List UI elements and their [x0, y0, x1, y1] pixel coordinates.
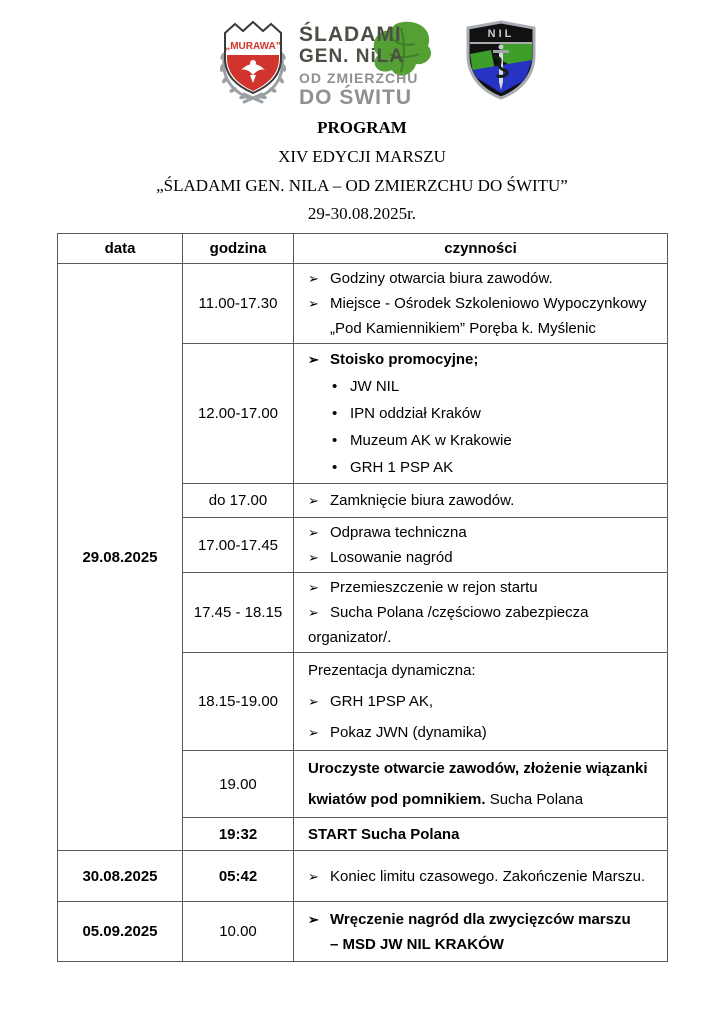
header-godzina: godzina: [183, 234, 294, 264]
activity-cell: [294, 851, 668, 902]
activity-text: IPN oddział Kraków: [350, 405, 481, 422]
arrow-bullet-icon: ➢: [308, 911, 319, 927]
nil-badge-label: NIL: [487, 28, 515, 40]
arrow-bullet-icon: ➢: [308, 868, 319, 884]
activity-text: „Pod Kamiennikiem” Poręba k. Myślenic: [330, 320, 596, 337]
activity-cell: [294, 818, 668, 851]
slogan-logo: [299, 22, 433, 112]
dot-bullet-icon: •: [332, 378, 338, 395]
arrow-bullet-icon: ➢: [308, 550, 319, 565]
dot-bullet-icon: •: [332, 459, 338, 476]
activity-cell: [294, 653, 668, 751]
time-cell: do 17.00: [183, 484, 294, 518]
arrow-bullet-icon: ➢: [308, 352, 319, 367]
page-title: PROGRAM: [317, 118, 407, 137]
slogan-line-3: OD ZMIERZCHU: [299, 70, 419, 86]
arrow-bullet-icon: ➢: [308, 694, 319, 709]
slogan-line-4: DO ŚWITU: [299, 86, 412, 109]
title-edition: XIV EDYCJI MARSZU: [278, 147, 446, 166]
activity-text: GRH 1 PSP AK: [350, 459, 454, 476]
activity-text: Prezentacja dynamiczna:: [308, 662, 476, 679]
time-cell: 19:32: [183, 818, 294, 851]
arrow-bullet-icon: ➢: [308, 271, 319, 286]
activity-text: JW NIL: [350, 378, 400, 395]
murawa-logo: [211, 18, 295, 110]
time-cell: 17.45 - 18.15: [183, 573, 294, 653]
activity-text: Muzeum AK w Krakowie: [350, 432, 512, 449]
time-cell: 18.15-19.00: [183, 653, 294, 751]
activity-text: Sucha Polana /częściowo zabezpiecza organizator/.: [308, 604, 589, 646]
activity-text: Zamknięcie biura zawodów.: [330, 492, 515, 509]
activity-text: kwiatów pod pomnikiem.: [308, 791, 486, 808]
time-cell: 10.00: [183, 902, 294, 962]
activity-text: START Sucha Polana: [308, 825, 460, 843]
time-cell: 12.00-17.00: [183, 344, 294, 484]
activity-cell: [294, 344, 668, 484]
arrow-bullet-icon: ➢: [308, 493, 319, 508]
header-logos: [0, 0, 724, 118]
table-row: [58, 264, 668, 344]
activity-text: Odprawa techniczna: [330, 524, 467, 541]
dot-bullet-icon: •: [332, 405, 338, 422]
title-date-range: 29-30.08.2025r.: [307, 204, 417, 223]
slogan-line-1: ŚLADAMI: [299, 23, 402, 46]
activity-text: Sucha Polana: [485, 791, 584, 808]
slogan-line-2: GEN. NiLA: [299, 46, 405, 67]
header-czynnosci: czynności: [294, 234, 668, 264]
activity-text: Losowanie nagród: [330, 549, 453, 566]
header-data: data: [58, 234, 183, 264]
date-05-09: 05.09.2025: [58, 902, 183, 962]
arrow-bullet-icon: ➢: [308, 525, 319, 540]
activity-text: GRH 1PSP AK,: [330, 693, 434, 710]
activity-cell: [294, 902, 668, 962]
time-cell: 11.00-17.30: [183, 264, 294, 344]
activity-text: Pokaz JWN (dynamika): [330, 724, 487, 741]
time-cell: 19.00: [183, 751, 294, 818]
table-header-row: [58, 234, 668, 264]
time-cell: 17.00-17.45: [183, 518, 294, 573]
activity-cell: [294, 484, 668, 518]
title-event-name: „ŚLADAMI GEN. NILA – OD ZMIERZCHU DO ŚWITU”: [156, 176, 568, 195]
activity-text: Stoisko promocyjne;: [330, 351, 479, 368]
table-row: [58, 851, 668, 902]
activity-text: – MSD JW NIL KRAKÓW: [330, 935, 504, 953]
activity-cell: [294, 573, 668, 653]
activity-text: Wręczenie nagród dla zwycięzców marszu: [330, 910, 631, 928]
table-row: [58, 902, 668, 962]
arrow-bullet-icon: ➢: [308, 296, 319, 311]
activity-text: Uroczyste otwarcie zawodów, złożenie wiązanki: [308, 760, 648, 777]
schedule-table: [57, 233, 668, 962]
dot-bullet-icon: •: [332, 432, 338, 449]
time-cell: 05:42: [183, 851, 294, 902]
arrow-bullet-icon: ➢: [308, 580, 319, 595]
arrow-bullet-icon: ➢: [308, 605, 319, 620]
activity-text: Przemieszczenie w rejon startu: [330, 579, 538, 596]
activity-cell: [294, 751, 668, 818]
date-30-08: 30.08.2025: [58, 851, 183, 902]
nil-badge: [463, 20, 539, 100]
activity-text: Godziny otwarcia biura zawodów.: [330, 270, 553, 287]
date-29-08: 29.08.2025: [58, 264, 183, 851]
activity-cell: [294, 518, 668, 573]
title-block: [0, 119, 724, 223]
arrow-bullet-icon: ➢: [308, 725, 319, 740]
activity-text: Koniec limitu czasowego. Zakończenie Marszu.: [330, 867, 646, 885]
murawa-label: „MURAWA”: [225, 41, 281, 52]
activity-text: Miejsce - Ośrodek Szkoleniowo Wypoczynkowy: [330, 295, 647, 312]
activity-cell: [294, 264, 668, 344]
